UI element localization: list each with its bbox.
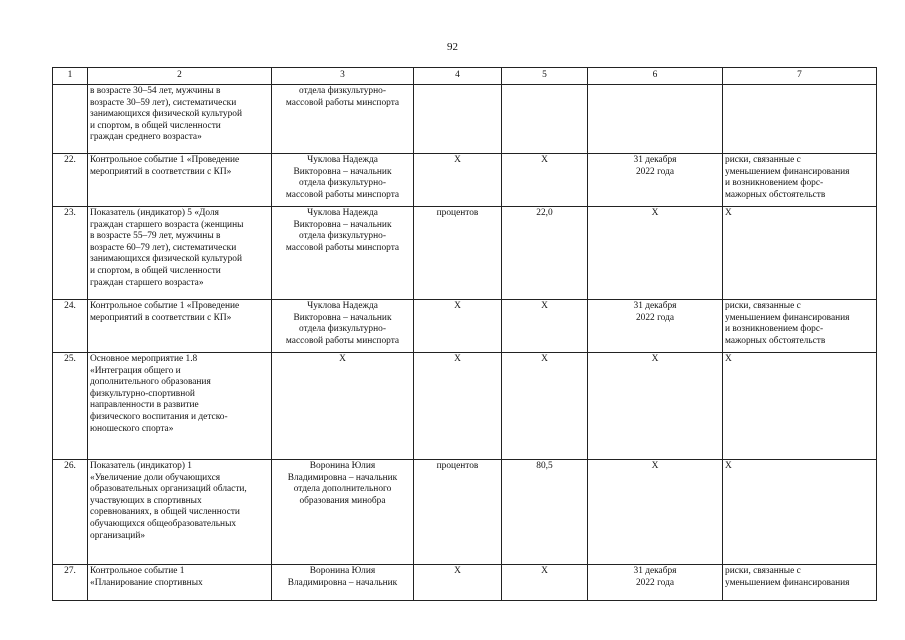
- risk-cell-line: уменьшением финансирования: [725, 166, 850, 177]
- row-number-cell: 23.: [53, 207, 88, 300]
- name-cell-line: Показатель (индикатор) 5 «Доля: [90, 208, 219, 218]
- responsible-cell-line: Викторовна – начальник: [293, 166, 392, 177]
- responsible-cell: [272, 207, 414, 300]
- name-cell: [88, 353, 272, 460]
- responsible-cell-line: Воронина Юлия: [309, 461, 376, 471]
- date-cell: [588, 460, 723, 565]
- header-row: [53, 68, 877, 85]
- value-cell: X: [502, 154, 588, 207]
- name-cell-line: «Планирование спортивных: [90, 577, 203, 588]
- risk-cell: [723, 154, 877, 207]
- name-cell-line: Контрольное событие 1: [90, 566, 185, 576]
- name-cell-line: обучающихся общеобразовательных: [90, 518, 237, 529]
- name-cell-line: дополнительного образования: [90, 377, 211, 388]
- date-cell-line: 31 декабря: [633, 155, 677, 165]
- date-cell-line: 2022 года: [635, 312, 675, 323]
- column-header: 7: [723, 68, 877, 85]
- date-cell: [588, 353, 723, 460]
- date-cell: [588, 565, 723, 601]
- risk-cell-line: и возникновением форс-: [725, 324, 824, 335]
- name-cell-line: в возрасте 30–54 лет, мужчины в: [90, 86, 221, 96]
- column-header: 2: [88, 68, 272, 85]
- responsible-cell-line: X: [339, 354, 346, 364]
- unit-cell: X: [414, 300, 502, 353]
- risk-cell: [723, 353, 877, 460]
- risk-cell: [723, 300, 877, 353]
- column-header: 1: [53, 68, 88, 85]
- risk-cell-line: риски, связанные с: [725, 301, 801, 311]
- risk-cell-line: X: [725, 461, 732, 471]
- responsible-cell-line: массовой работы минспорта: [285, 189, 400, 200]
- name-cell-line: образовательных организаций области,: [90, 484, 247, 495]
- responsible-cell: [272, 460, 414, 565]
- responsible-cell-line: Чуклова Надежда: [307, 155, 378, 165]
- risk-cell-line: и возникновением форс-: [725, 178, 824, 189]
- name-cell-line: граждан старшего возраста»: [90, 277, 204, 288]
- date-cell-line: X: [651, 461, 659, 471]
- name-cell-line: и спортом, в общей численности: [90, 120, 221, 131]
- date-cell: [588, 85, 723, 154]
- responsible-cell-line: массовой работы минспорта: [285, 97, 400, 108]
- row-number-cell: 24.: [53, 300, 88, 353]
- name-cell: [88, 207, 272, 300]
- risk-cell: [723, 85, 877, 154]
- name-cell-line: возрасте 60–79 лет), систематически: [90, 242, 237, 253]
- name-cell: [88, 154, 272, 207]
- name-cell-line: занимающихся физической культурой: [90, 254, 242, 265]
- date-cell-line: X: [651, 354, 659, 364]
- name-cell: [88, 300, 272, 353]
- date-cell: [588, 300, 723, 353]
- name-cell-line: организаций»: [90, 530, 146, 541]
- date-cell-line: X: [651, 208, 659, 218]
- column-header: 5: [502, 68, 588, 85]
- responsible-cell-line: образования минобра: [299, 495, 386, 506]
- risk-cell-line: мажорных обстоятельств: [725, 335, 826, 346]
- risk-cell-line: уменьшением финансирования: [725, 577, 850, 588]
- unit-cell: X: [414, 353, 502, 460]
- name-cell-line: юношеского спорта»: [90, 423, 174, 434]
- name-cell: [88, 565, 272, 601]
- table-row: [53, 154, 877, 207]
- responsible-cell: [272, 85, 414, 154]
- name-cell-line: Показатель (индикатор) 1: [90, 461, 192, 471]
- name-cell-line: занимающихся физической культурой: [90, 109, 242, 120]
- table-row: [53, 353, 877, 460]
- risk-cell: [723, 460, 877, 565]
- unit-cell: [414, 85, 502, 154]
- name-cell-line: мероприятий в соответствии с КП»: [90, 312, 232, 323]
- responsible-cell-line: отдела физкультурно-: [299, 178, 386, 189]
- unit-cell: процентов: [414, 460, 502, 565]
- page-number: 92: [447, 41, 458, 53]
- table-row: [53, 207, 877, 300]
- name-cell-line: возрасте 30–59 лет), систематически: [90, 97, 237, 108]
- date-cell-line: 2022 года: [635, 166, 675, 177]
- date-cell-line: 2022 года: [635, 577, 675, 588]
- unit-cell: процентов: [414, 207, 502, 300]
- row-number-cell: [53, 85, 88, 154]
- responsible-cell: [272, 300, 414, 353]
- name-cell-line: и спортом, в общей численности: [90, 265, 221, 276]
- name-cell-line: участвующих в спортивных: [90, 495, 202, 506]
- responsible-cell-line: отдела дополнительного: [293, 484, 392, 495]
- value-cell: 80,5: [502, 460, 588, 565]
- responsible-cell-line: Викторовна – начальник: [293, 219, 392, 230]
- responsible-cell-line: Воронина Юлия: [309, 566, 376, 576]
- row-number-cell: 26.: [53, 460, 88, 565]
- row-number-cell: 27.: [53, 565, 88, 601]
- responsible-cell-line: Викторовна – начальник: [293, 312, 392, 323]
- name-cell-line: граждан среднего возраста»: [90, 132, 202, 143]
- unit-cell: X: [414, 565, 502, 601]
- name-cell-line: «Интеграция общего и: [90, 365, 181, 376]
- responsible-cell: [272, 353, 414, 460]
- name-cell-line: физкультурно-спортивной: [90, 388, 195, 399]
- name-cell-line: Контрольное событие 1 «Проведение: [90, 155, 240, 165]
- date-cell-line: 31 декабря: [633, 301, 677, 311]
- responsible-cell-line: Чуклова Надежда: [307, 208, 378, 218]
- risk-cell-line: X: [725, 208, 732, 218]
- responsible-cell-line: Владимировна – начальник: [287, 472, 398, 483]
- name-cell-line: в возрасте 55–79 лет, мужчины в: [90, 231, 221, 242]
- responsible-cell-line: массовой работы минспорта: [285, 335, 400, 346]
- value-cell: X: [502, 565, 588, 601]
- column-header: 3: [272, 68, 414, 85]
- responsible-cell-line: отдела физкультурно-: [299, 324, 386, 335]
- column-header: 4: [414, 68, 502, 85]
- responsible-cell: [272, 154, 414, 207]
- value-cell: [502, 85, 588, 154]
- unit-cell: X: [414, 154, 502, 207]
- row-number-cell: 22.: [53, 154, 88, 207]
- table-row: [53, 85, 877, 154]
- name-cell-line: Основное мероприятие 1.8: [90, 354, 198, 364]
- name-cell-line: физического воспитания и детско-: [90, 411, 228, 422]
- risk-cell: [723, 207, 877, 300]
- risk-cell-line: уменьшением финансирования: [725, 312, 850, 323]
- name-cell-line: Контрольное событие 1 «Проведение: [90, 301, 240, 311]
- risk-cell-line: риски, связанные с: [725, 566, 801, 576]
- responsible-cell-line: отдела физкультурно-: [299, 86, 386, 96]
- risk-cell-line: риски, связанные с: [725, 155, 801, 165]
- date-cell: [588, 207, 723, 300]
- risk-cell-line: мажорных обстоятельств: [725, 189, 826, 200]
- name-cell: [88, 85, 272, 154]
- responsible-cell: [272, 565, 414, 601]
- table-row: [53, 300, 877, 353]
- responsible-cell-line: Владимировна – начальник: [287, 577, 398, 588]
- responsible-cell-line: Чуклова Надежда: [307, 301, 378, 311]
- date-cell-line: 31 декабря: [633, 566, 677, 576]
- table-row: [53, 565, 877, 601]
- name-cell-line: граждан старшего возраста (женщины: [90, 219, 244, 230]
- row-number-cell: 25.: [53, 353, 88, 460]
- value-cell: X: [502, 300, 588, 353]
- column-header: 6: [588, 68, 723, 85]
- responsible-cell-line: отдела физкультурно-: [299, 231, 386, 242]
- value-cell: 22,0: [502, 207, 588, 300]
- name-cell: [88, 460, 272, 565]
- risk-cell-line: X: [725, 354, 732, 364]
- table-row: [53, 460, 877, 565]
- name-cell-line: направленности в развитие: [90, 400, 199, 411]
- risk-cell: [723, 565, 877, 601]
- responsible-cell-line: массовой работы минспорта: [285, 242, 400, 253]
- program-table: [52, 67, 877, 601]
- name-cell-line: соревнованиях, в общей численности: [90, 507, 240, 518]
- date-cell: [588, 154, 723, 207]
- value-cell: X: [502, 353, 588, 460]
- name-cell-line: мероприятий в соответствии с КП»: [90, 166, 232, 177]
- name-cell-line: «Увеличение доли обучающихся: [90, 472, 221, 483]
